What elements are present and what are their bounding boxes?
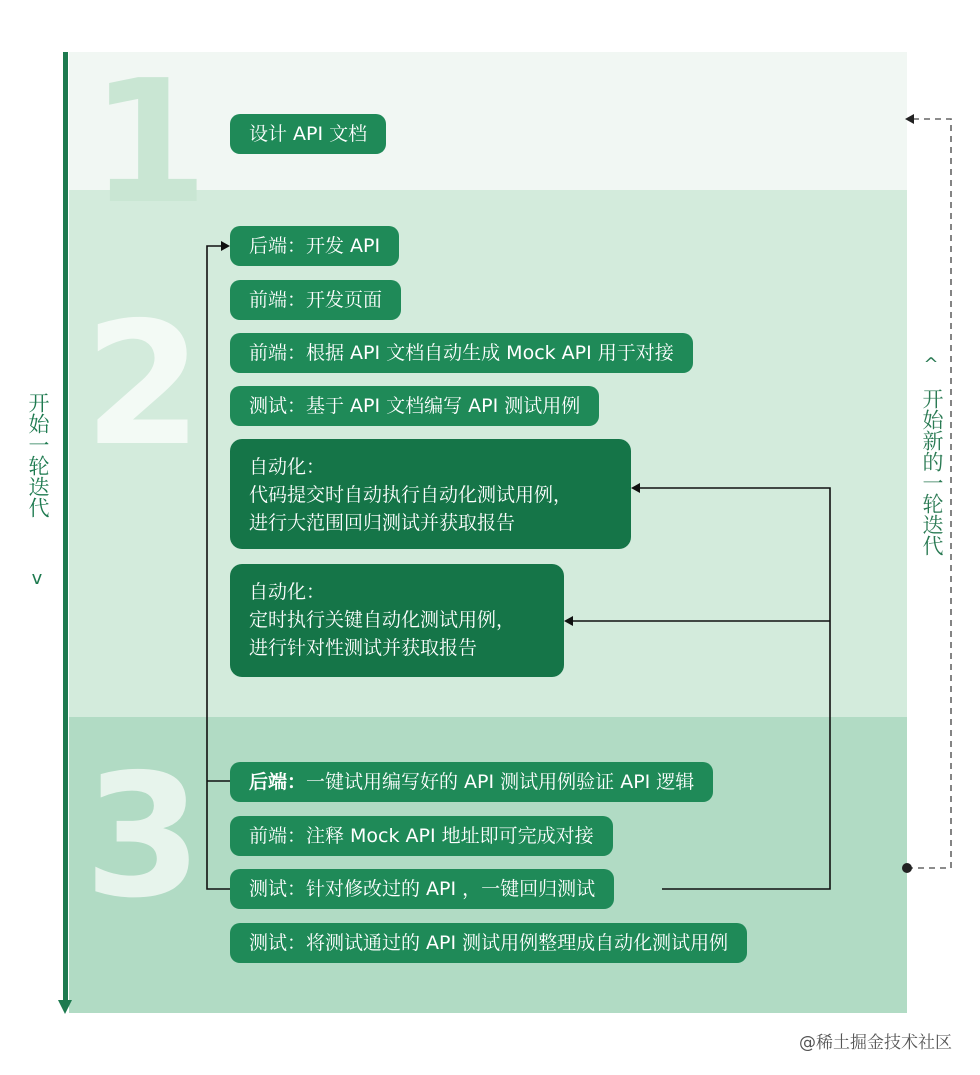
stage-number-3: 3: [84, 738, 203, 936]
arrow-to-backend-dev: [221, 241, 230, 251]
automation-commit-line1: 代码提交时自动执行自动化测试用例，: [249, 484, 573, 506]
frontend-switch-mock-step: 前端：注释 Mock API 地址即可完成对接: [230, 816, 613, 856]
automation-scheduled-title: 自动化：: [249, 581, 326, 603]
stage-number-2: 2: [84, 286, 203, 484]
up-caret-icon: ^: [923, 354, 939, 375]
arrow-to-auto1: [631, 483, 640, 493]
watermark: @稀土掘金技术社区: [799, 1033, 952, 1053]
right-bracket-line: [640, 488, 830, 889]
arrow-to-auto2: [564, 616, 573, 626]
frontend-mock-api-step: 前端：根据 API 文档自动生成 Mock API 用于对接: [230, 333, 693, 373]
stage-number-1: 1: [90, 44, 209, 242]
start-iteration-label: 开始一轮迭代: [26, 392, 50, 518]
backend-verify-text: 一键试用编写好的 API 测试用例验证 API 逻辑: [306, 771, 695, 793]
automation-scheduled-line2: 进行针对性测试并获取报告: [249, 637, 478, 659]
backend-verify-prefix: 后端：: [249, 771, 307, 793]
test-write-cases-step: 测试：基于 API 文档编写 API 测试用例: [230, 386, 599, 426]
automation-commit-line2: 进行大范围回归测试并获取报告: [249, 512, 516, 534]
down-caret-icon: v: [31, 568, 43, 589]
automation-commit-box: [230, 439, 631, 549]
backend-verify-api-step: [230, 762, 713, 802]
new-iteration-label: 开始新的一轮迭代: [920, 388, 944, 556]
loop-origin-dot: [902, 863, 912, 873]
automation-scheduled-line1: 定时执行关键自动化测试用例，: [249, 609, 516, 631]
automation-scheduled-box: [230, 564, 564, 677]
frontend-develop-page-step: 前端：开发页面: [230, 280, 401, 320]
test-regression-step: 测试：针对修改过的 API ，一键回归测试: [230, 869, 614, 909]
test-organize-automation-step: 测试：将测试通过的 API 测试用例整理成自动化测试用例: [230, 923, 747, 963]
automation-commit-title: 自动化：: [249, 456, 326, 478]
iteration-loop-dashed: [907, 119, 951, 868]
arrow-to-design: [905, 114, 914, 124]
left-bracket-line: [207, 246, 230, 889]
design-api-doc-step: 设计 API 文档: [230, 114, 386, 154]
backend-develop-api-step: 后端：开发 API: [230, 226, 399, 266]
